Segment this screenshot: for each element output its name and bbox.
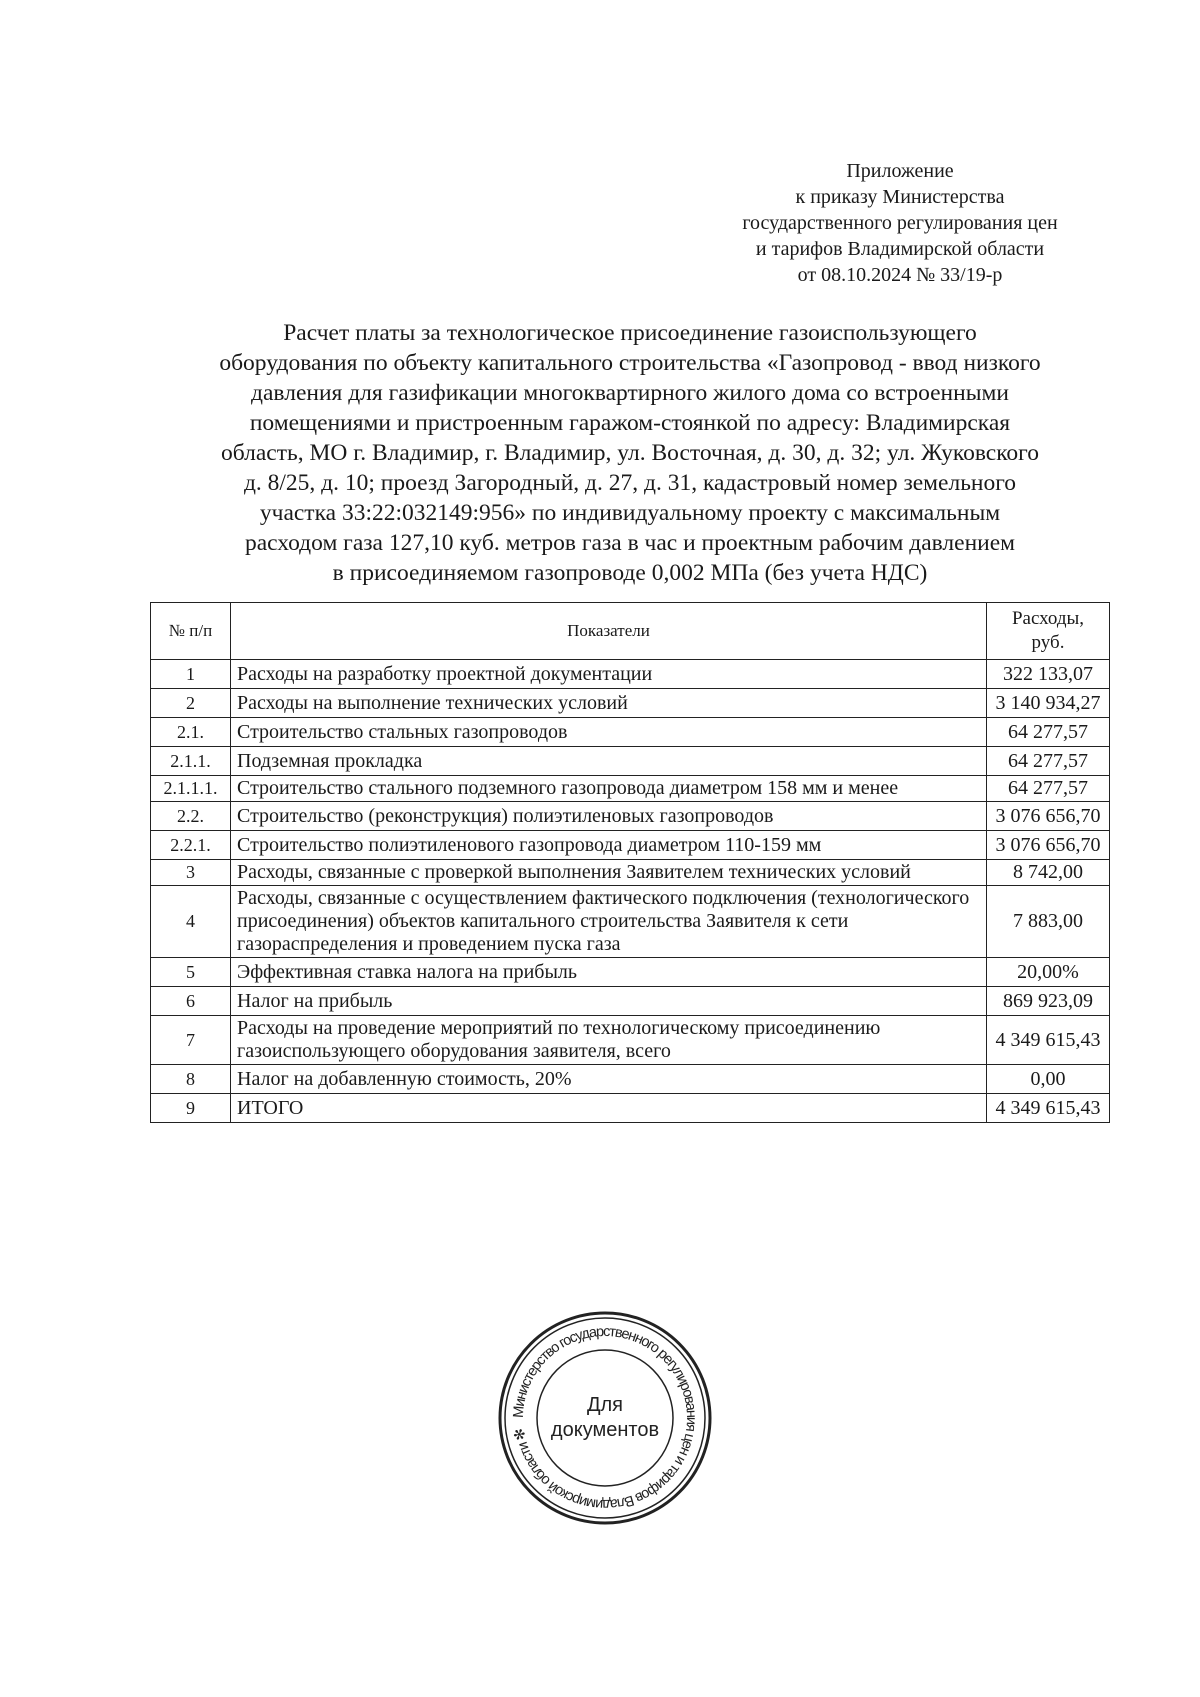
row-label: Эффективная ставка налога на прибыль (231, 958, 987, 987)
row-sum: 3 076 656,70 (987, 802, 1110, 831)
row-num: 4 (151, 886, 231, 958)
header-sum-line: руб. (1031, 632, 1065, 653)
title-line: расходом газа 127,10 куб. метров газа в час и проектным рабочим давлением (244, 530, 1016, 556)
title-line: в присоединяемом газопроводе 0,002 МПа (без учета НДС) (332, 560, 928, 586)
row-label: Расходы на проведение мероприятий по технологическому присоединению газоиспользующего оборудования заявителя, всего (231, 1016, 987, 1065)
table-row (151, 958, 1110, 987)
row-sum: 64 277,57 (987, 747, 1110, 776)
table-row (151, 1094, 1110, 1123)
table-row (151, 718, 1110, 747)
row-sum: 3 140 934,27 (987, 689, 1110, 718)
document-title (150, 318, 1110, 588)
appendix-line: от 08.10.2024 № 33/19-р (797, 264, 1003, 286)
row-label: Строительство (реконструкция) полиэтиленовых газопроводов (231, 802, 987, 831)
appendix-line: государственного регулирования цен (742, 212, 1058, 234)
stamp-center-line: документов (550, 1419, 660, 1441)
title-line: участка 33:22:032149:956» по индивидуальному проекту с максимальным (259, 500, 1001, 526)
row-num: 9 (151, 1094, 231, 1123)
row-num: 2.2. (151, 802, 231, 831)
appendix-line: к приказу Министерства (795, 186, 1005, 208)
appendix-line: и тарифов Владимирской области (755, 238, 1045, 260)
row-num: 7 (151, 1016, 231, 1065)
row-sum: 3 076 656,70 (987, 831, 1110, 860)
title-line: помещениями и пристроенным гаражом-стоянкой по адресу: Владимирская (249, 410, 1011, 436)
row-label: Расходы, связанные с осуществлением фактического подключения (технологического присоединения) объектов капитального строительства Заявителя к сети газораспределения и проведением пуска газа (231, 886, 987, 958)
table-row (151, 747, 1110, 776)
row-sum: 20,00% (987, 958, 1110, 987)
title-line: Расчет платы за технологическое присоединение газоиспользующего (283, 320, 977, 346)
row-sum: 869 923,09 (987, 987, 1110, 1016)
title-line: давления для газификации многоквартирного жилого дома со встроенными (251, 380, 1009, 406)
table-row (151, 1016, 1110, 1065)
row-sum: 64 277,57 (987, 776, 1110, 802)
appendix-line: Приложение (846, 160, 954, 182)
calculation-table (150, 602, 1110, 1123)
row-num: 5 (151, 958, 231, 987)
row-num: 6 (151, 987, 231, 1016)
row-sum: 8 742,00 (987, 860, 1110, 886)
row-label: Расходы на разработку проектной документации (231, 660, 987, 689)
title-line: д. 8/25, д. 10; проезд Загородный, д. 27, д. 31, кадастровый номер земельного (243, 470, 1017, 496)
table-row (151, 776, 1110, 802)
row-label: Строительство стального подземного газопровода диаметром 158 мм и менее (231, 776, 987, 802)
row-sum: 4 349 615,43 (987, 1016, 1110, 1065)
row-num: 2.1. (151, 718, 231, 747)
row-num: 3 (151, 860, 231, 886)
table-row (151, 1065, 1110, 1094)
table-row (151, 689, 1110, 718)
appendix-header (690, 158, 1110, 288)
table-row (151, 802, 1110, 831)
stamp-center-line: Для (586, 1394, 624, 1416)
table-row (151, 860, 1110, 886)
row-label: Строительство полиэтиленового газопровода диаметром 110-159 мм (231, 831, 987, 860)
row-sum: 64 277,57 (987, 718, 1110, 747)
row-sum: 4 349 615,43 (987, 1094, 1110, 1123)
row-num: 2 (151, 689, 231, 718)
header-label: Показатели (231, 603, 987, 660)
row-sum: 0,00 (987, 1065, 1110, 1094)
stamp-center (495, 1308, 715, 1528)
official-stamp (495, 1308, 715, 1528)
row-num: 2.1.1.1. (151, 776, 231, 802)
row-label: Налог на добавленную стоимость, 20% (231, 1065, 987, 1094)
row-label: ИТОГО (231, 1094, 987, 1123)
stamp-ring-text: Министерство государственного регулирования цен и тарифов Владимирской области ✻ (510, 1323, 700, 1513)
row-num: 8 (151, 1065, 231, 1094)
table-header-row (151, 603, 1110, 660)
table-row (151, 660, 1110, 689)
row-label: Налог на прибыль (231, 987, 987, 1016)
row-num: 1 (151, 660, 231, 689)
row-label: Подземная прокладка (231, 747, 987, 776)
table-row (151, 831, 1110, 860)
title-line: оборудования по объекту капитального строительства «Газопровод - ввод низкого (219, 350, 1041, 376)
row-num: 2.2.1. (151, 831, 231, 860)
row-sum: 322 133,07 (987, 660, 1110, 689)
table-row (151, 886, 1110, 958)
row-sum: 7 883,00 (987, 886, 1110, 958)
header-sum (987, 603, 1110, 660)
row-label: Расходы на выполнение технических условий (231, 689, 987, 718)
header-sum-line: Расходы, (1011, 608, 1085, 629)
row-label: Строительство стальных газопроводов (231, 718, 987, 747)
row-num: 2.1.1. (151, 747, 231, 776)
header-num: № п/п (151, 603, 231, 660)
row-label: Расходы, связанные с проверкой выполнения Заявителем технических условий (231, 860, 987, 886)
table-row (151, 987, 1110, 1016)
title-line: область, МО г. Владимир, г. Владимир, ул. Восточная, д. 30, д. 32; ул. Жуковского (221, 440, 1039, 466)
